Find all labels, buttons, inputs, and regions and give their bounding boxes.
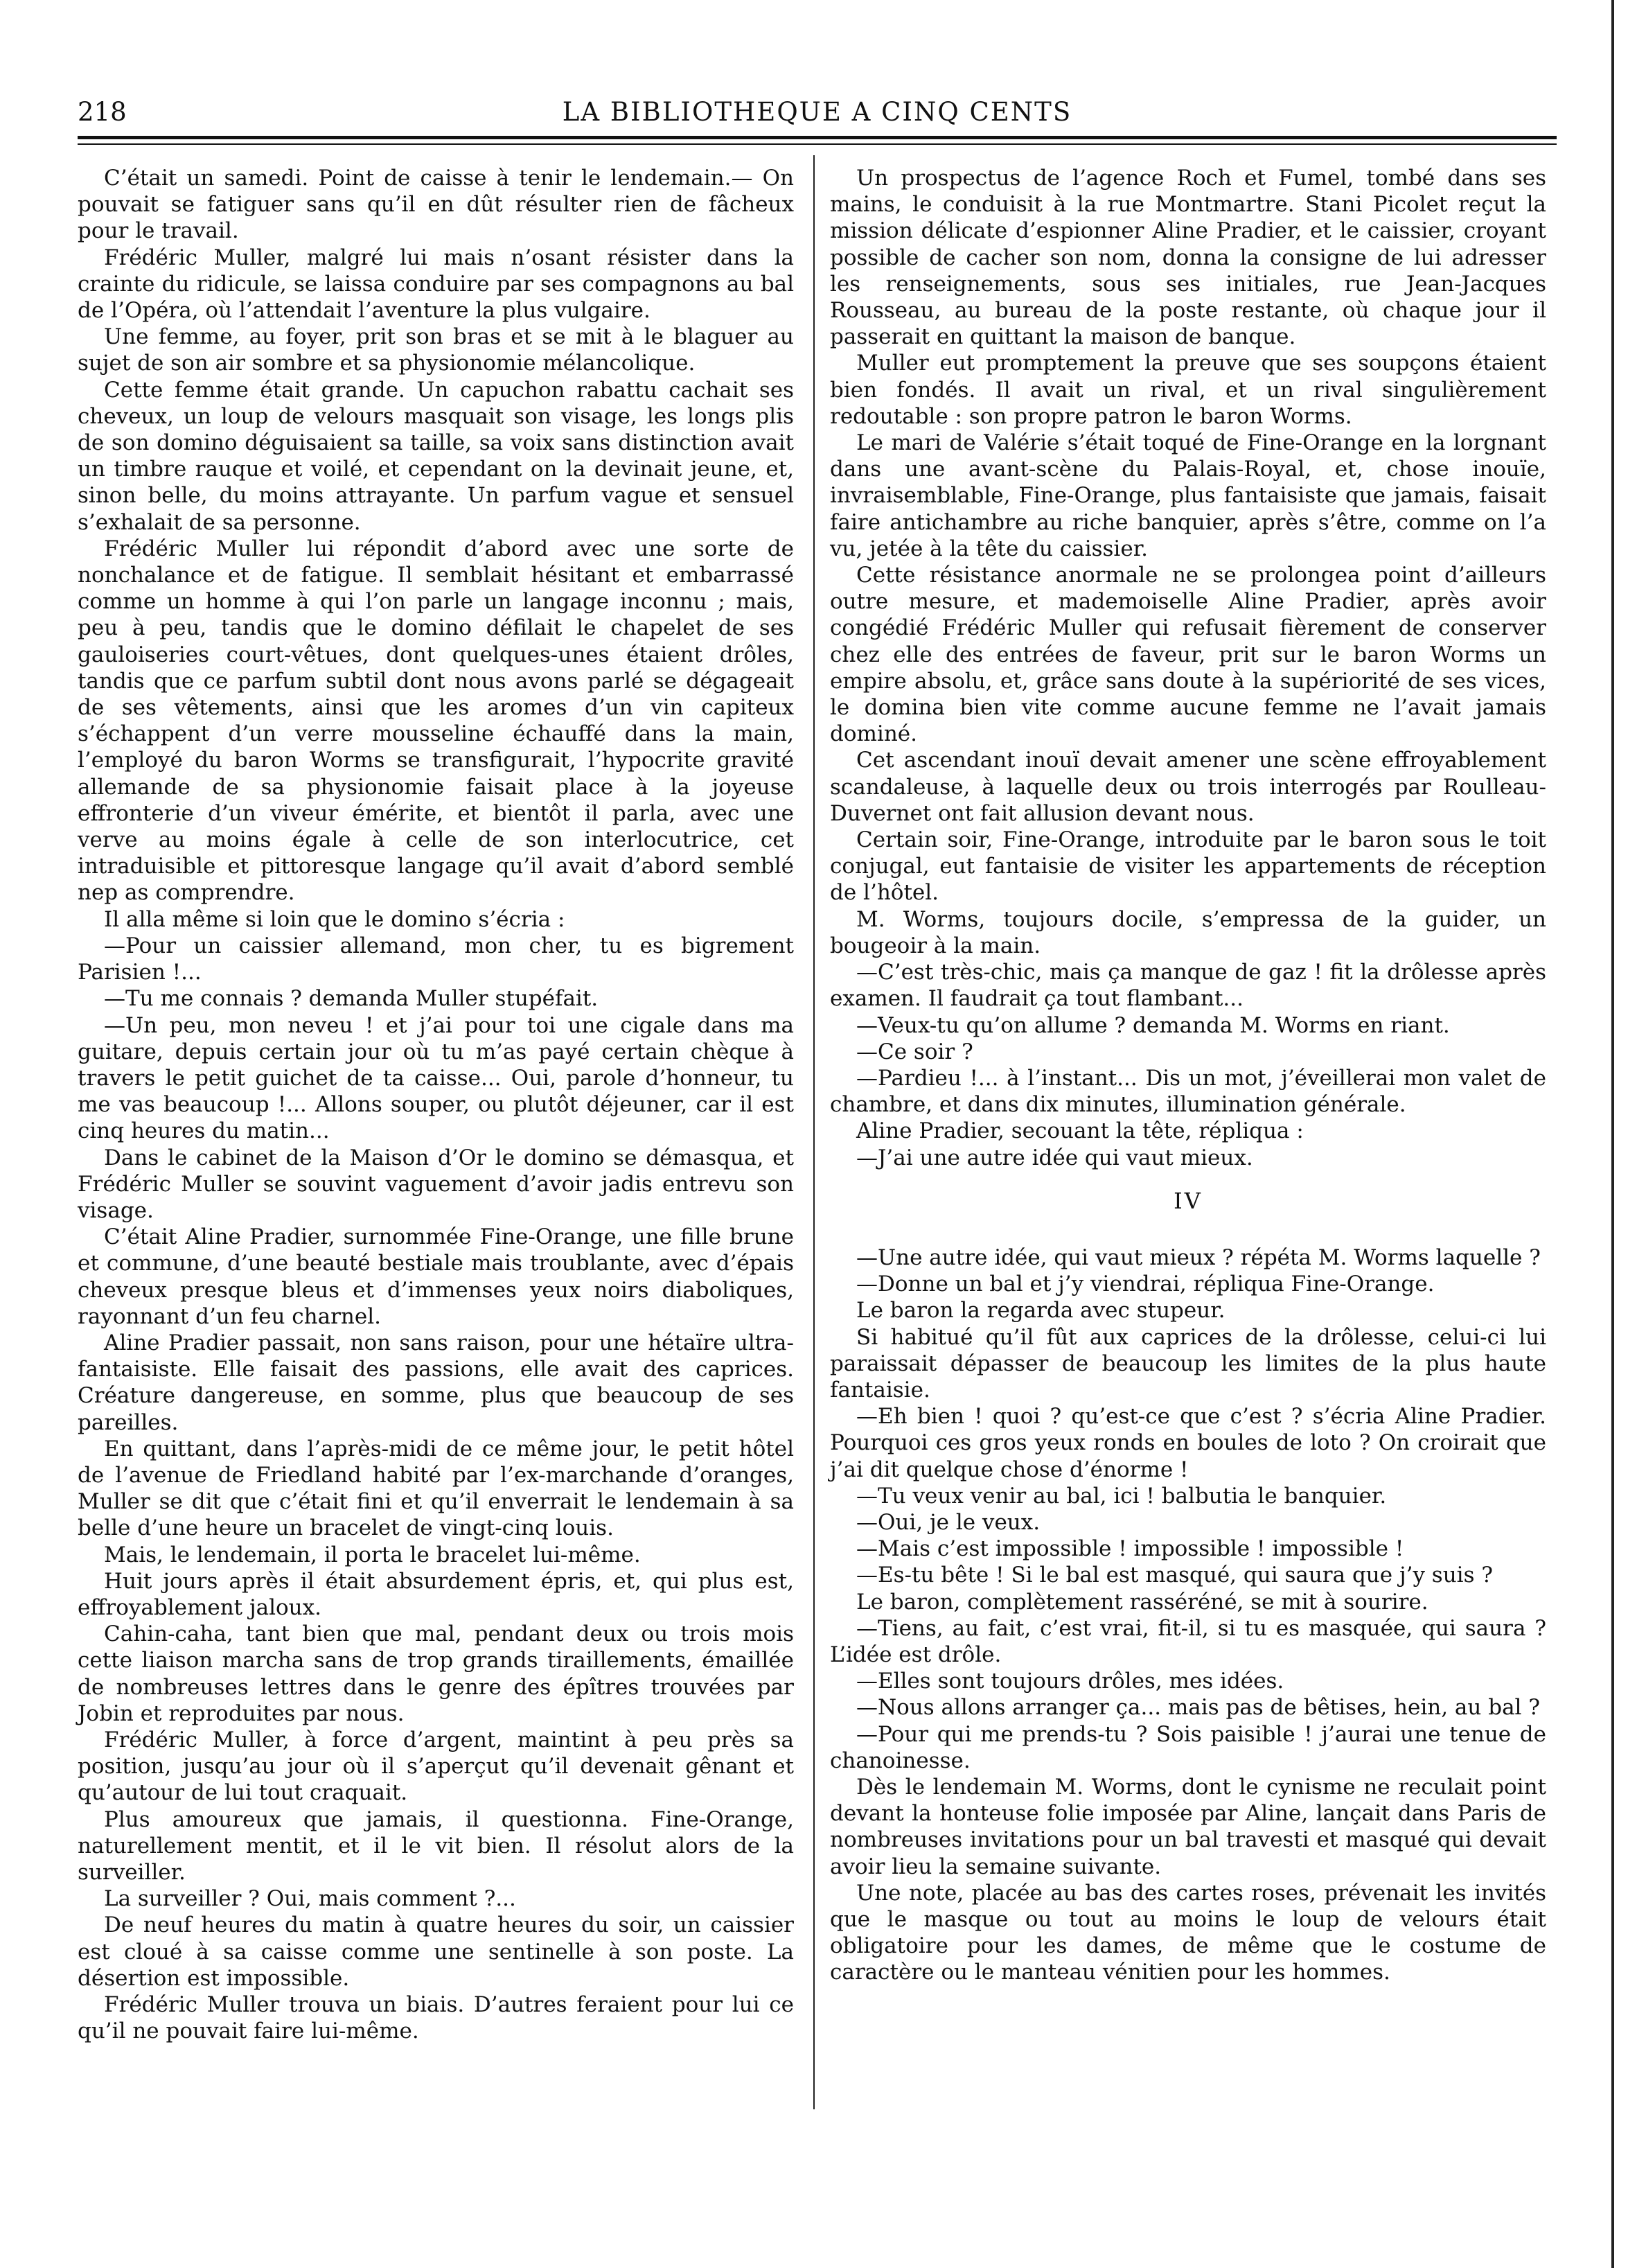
paragraph: Aline Pradier, secouant la tête, répliqua : [856, 1118, 1304, 1144]
left-column [78, 165, 794, 2044]
paragraph: Plus amoureux que jamais, il questionna. Fine-Orange, naturellement mentit, et il le vit bien. Il résolut alors de la surveiller. [78, 1807, 794, 1885]
paragraph: Aline Pradier passait, non sans raison, pour une hétaïre ultra-fantaisiste. Elle faisait des passions, elle avait des caprices. Créature dangereuse, en somme, plus que beaucoup de ses pareilles. [78, 1330, 794, 1435]
right-column [830, 165, 1546, 1986]
paragraph: —Tiens, au fait, c’est vrai, fit-il, si tu es masquée, qui saura ? L’idée est drôle. [830, 1615, 1546, 1667]
paragraph: —C’est très-chic, mais ça manque de gaz ! fit la drôlesse après examen. Il faudrait ça tout flambant... [830, 960, 1546, 1012]
paragraph: Si habitué qu’il fût aux caprices de la drôlesse, celui-ci lui paraissait dépasser de beaucoup les limites de la plus haute fantaisie. [830, 1324, 1546, 1403]
column-divider [813, 155, 815, 2109]
paragraph: Cet ascendant inouï devait amener une scène effroyablement scandaleuse, à laquelle deux ou trois interrogés par Roulleau-Duvernet ont fait allusion devant nous. [830, 748, 1546, 826]
page-edge-line [1611, 0, 1614, 2268]
paragraph: Dès le lendemain M. Worms, dont le cynisme ne reculait point devant la honteuse folie imposée par Aline, lançait dans Paris de nombreuses invitations pour un bal travesti et masqué qui devait avoir lieu la semaine suivante. [830, 1774, 1546, 1879]
paragraph: Le baron la regarda avec stupeur. [856, 1298, 1225, 1324]
paragraph: —Elles sont toujours drôles, mes idées. [856, 1669, 1284, 1694]
paragraph: Frédéric Muller lui répondit d’abord avec une sorte de nonchalance et de fatigue. Il semblait hésitant et embarrassé comme un homme à qui l’on parle un langage inconnu ; mais, peu à peu, tandis que le domino défilait le chapelet de ses gauloiseries court-vêtues, dont quelques-unes étaient drôles, tandis que ce parfum subtil dont nous avons parlé se dégageait de ses vêtements, ainsi que les aromes d’un vin capiteux s’échappent d’un verre mousseline échauffé dans la main, l’employé du baron Worms se transfigurait, l’hypocrite gravité allemande de sa physionomie faisait place à la joyeuse effronterie d’un viveur émérite, et bientôt il parla, avec une verve au moins égale à celle de son interlocutrice, cet intraduisible et pittoresque langage qu’il avait d’abord semblé nep as comprendre. [78, 536, 794, 906]
paragraph: Un prospectus de l’agence Roch et Fumel, tombé dans ses mains, le conduisit à la rue Montmartre. Stani Picolet reçut la mission délicate d’espionner Aline Pradier, et le caissier, croyant possible de cacher son nom, donna la consigne de lui adresser les renseignements, sous ses initiales, rue Jean-Jacques Rousseau, au bureau de la poste restante, où chaque jour il passerait en quittant la maison de banque. [830, 166, 1546, 350]
paragraph: M. Worms, toujours docile, s’empressa de la guider, un bougeoir à la main. [830, 906, 1546, 958]
header-rule-heavy [78, 136, 1557, 139]
paragraph: De neuf heures du matin à quatre heures du soir, un caissier est cloué à sa caisse comme une sentinelle à son poste. La désertion est impossible. [78, 1913, 794, 1991]
paragraph: Frédéric Muller trouva un biais. D’autres feraient pour lui ce qu’il ne pouvait faire lui-même. [78, 1992, 794, 2044]
paragraph: En quittant, dans l’après-midi de ce même jour, le petit hôtel de l’avenue de Friedland habité par l’ex-marchande d’oranges, Muller se dit que c’était fini et qu’il enverrait le lendemain à sa belle d’une heure un bracelet de vingt-cinq louis. [78, 1436, 794, 1541]
page-number: 218 [78, 97, 127, 127]
paragraph: Il alla même si loin que le domino s’écria : [104, 906, 565, 932]
paragraph: —Nous allons arranger ça... mais pas de bêtises, hein, au bal ? [856, 1695, 1540, 1721]
paragraph: Cette femme était grande. Un capuchon rabattu cachait ses cheveux, un loup de velours masquait son visage, les longs plis de son domino déguisaient sa taille, sa voix sans distinction avait un timbre rauque et voilé, et cependant on la devinait jeune, et, sinon belle, du moins attrayante. Un parfum vague et sensuel s’exhalait de sa personne. [78, 377, 794, 535]
paragraph: La surveiller ? Oui, mais comment ?... [104, 1886, 516, 1912]
paragraph: —Eh bien ! quoi ? qu’est-ce que c’est ? s’écria Aline Pradier. Pourquoi ces gros yeux ronds en boules de loto ? On croirait que j’ai dit quelque chose d’énorme ! [830, 1404, 1546, 1482]
paragraph: —Es-tu bête ! Si le bal est masqué, qui saura que j’y suis ? [856, 1563, 1493, 1588]
paragraph: —Donne un bal et j’y viendrai, répliqua Fine-Orange. [856, 1272, 1435, 1297]
paragraph: —J’ai une autre idée qui vaut mieux. [856, 1145, 1253, 1170]
paragraph: C’était Aline Pradier, surnommée Fine-Orange, une fille brune et commune, d’une beauté bestiale mais troublante, avec d’épais cheveux presque bleus et d’immenses yeux noirs diaboliques, rayonnant d’un feu charnel. [78, 1224, 794, 1329]
paragraph: —Tu veux venir au bal, ici ! balbutia le banquier. [856, 1483, 1387, 1509]
paragraph: —Oui, je le veux. [856, 1509, 1041, 1535]
header-rule-light [78, 143, 1557, 145]
right-column-text-after [830, 1245, 1546, 1986]
paragraph: —Pardieu !... à l’instant... Dis un mot, j’éveillerai mon valet de chambre, et dans dix minutes, illumination générale. [830, 1065, 1546, 1118]
paragraph: —Pour qui me prends-tu ? Sois paisible ! j’aurai une tenue de chanoinesse. [830, 1721, 1546, 1773]
paragraph: Le mari de Valérie s’était toqué de Fine-Orange en la lorgnant dans une avant-scène du Palais-Royal, et, chose inouïe, invraisemblable, Fine-Orange, plus fantaisiste que jamais, faisait faire antichambre au riche banquier, après s’être, comme on l’a vu, jetée à la tête du caissier. [830, 430, 1546, 561]
paragraph: Cette résistance anormale ne se prolongea point d’ailleurs outre mesure, et mademoiselle Aline Pradier, après avoir congédié Frédéric Muller qui refusait fièrement de conserver chez elle des entrées de faveur, prit sur le baron Worms un empire absolu, et, grâce sans doute à la supériorité de ses vices, le domina bien vite comme aucune femme ne l’avait jamais dominé. [830, 563, 1546, 747]
paragraph: —Tu me connais ? demanda Muller stupéfait. [104, 986, 599, 1012]
paragraph: —Ce soir ? [856, 1039, 973, 1064]
paragraph: Mais, le lendemain, il porta le bracelet lui-même. [104, 1542, 641, 1567]
paragraph: —Mais c’est impossible ! impossible ! impossible ! [856, 1536, 1404, 1562]
paragraph: Frédéric Muller, à force d’argent, maintint à peu près sa position, jusqu’au jour où il s’aperçut qu’il devenait gênant et qu’autour de lui tout craquait. [78, 1727, 794, 1806]
paragraph: C’était un samedi. Point de caisse à tenir le lendemain.— On pouvait se fatiguer sans qu’il en dût résulter rien de fâcheux pour le travail. [78, 166, 794, 244]
paragraph: —Veux-tu qu’on allume ? demanda M. Worms en riant. [856, 1012, 1450, 1038]
section-heading: IV [1174, 1187, 1203, 1214]
paragraph: —Une autre idée, qui vaut mieux ? répéta M. Worms laquelle ? [856, 1245, 1541, 1270]
paragraph: Huit jours après il était absurdement épris, et, qui plus est, effroyablement jaloux. [78, 1568, 794, 1620]
running-title: LA BIBLIOTHEQUE A CINQ CENTS [562, 97, 1072, 127]
right-column-text-before [830, 165, 1546, 1171]
paragraph: Certain soir, Fine-Orange, introduite par le baron sous le toit conjugal, eut fantaisie de visiter les appartements de réception de l’hôtel. [830, 827, 1546, 906]
paragraph: Frédéric Muller, malgré lui mais n’osant résister dans la crainte du ridicule, se laissa conduire par ses compagnons au bal de l’Opéra, où l’attendait l’aventure la plus vulgaire. [78, 245, 794, 324]
paragraph: Cahin-caha, tant bien que mal, pendant deux ou trois mois cette liaison marcha sans de trop grands tiraillements, émaillée de nombreuses lettres dans le genre des épîtres trouvées par Jobin et reproduites par nous. [78, 1621, 794, 1726]
paragraph: —Un peu, mon neveu ! et j’ai pour toi une cigale dans ma guitare, depuis certain jour où tu m’as payé certain chèque à travers le petit guichet de ta caisse... Oui, parole d’honneur, tu me vas beaucoup !... Allons souper, ou plutôt déjeuner, car il est cinq heures du matin... [78, 1012, 794, 1144]
paragraph: Dans le cabinet de la Maison d’Or le domino se démasqua, et Frédéric Muller se souvint vaguement d’avoir jadis entrevu son visage. [78, 1145, 794, 1223]
paragraph: Le baron, complètement rasséréné, se mit à sourire. [856, 1589, 1428, 1615]
paragraph: Muller eut promptement la preuve que ses soupçons étaient bien fondés. Il avait un rival, et un rival singulièrement redoutable : son propre patron le baron Worms. [830, 351, 1546, 429]
paragraph: Une note, placée au bas des cartes roses, prévenait les invités que le masque ou tout au moins le loup de velours était obligatoire pour les dames, de même que le costume de caractère ou le manteau vénitien pour les hommes. [830, 1880, 1546, 1985]
paragraph: Une femme, au foyer, prit son bras et se mit à le blaguer au sujet de son air sombre et sa physionomie mélancolique. [78, 324, 794, 376]
paragraph: —Pour un caissier allemand, mon cher, tu es bigrement Parisien !... [78, 933, 794, 985]
page-header [78, 94, 1557, 136]
